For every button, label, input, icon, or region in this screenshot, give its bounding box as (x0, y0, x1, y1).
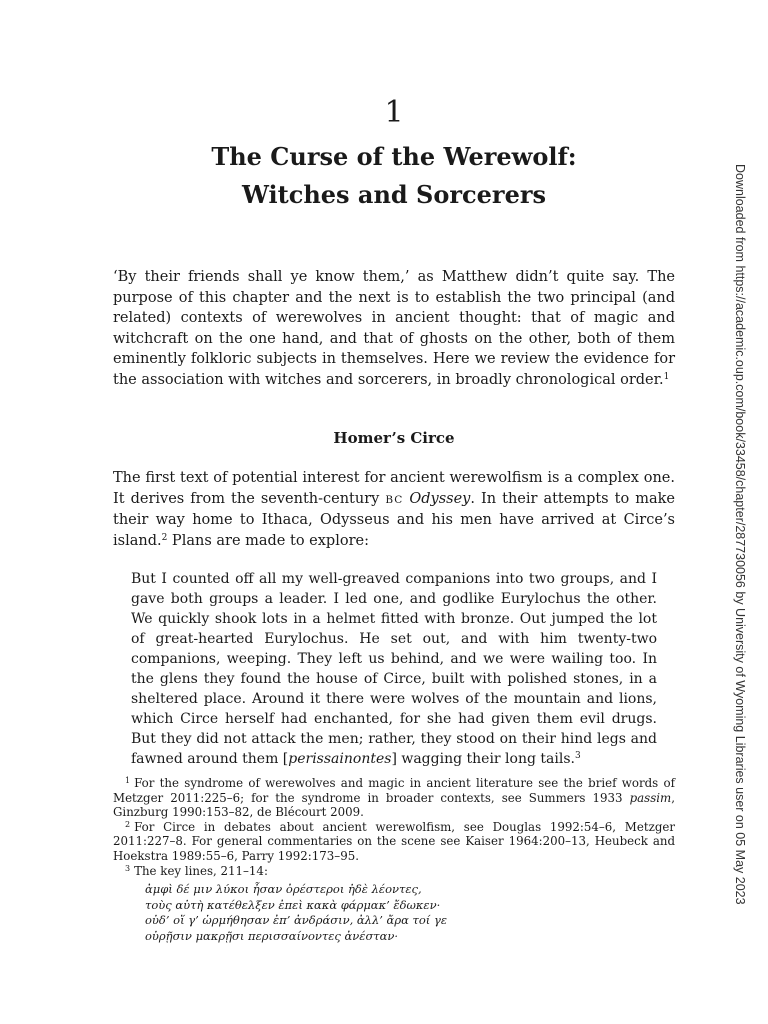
quote-text-b: ] wagging their long tails. (391, 751, 575, 767)
footnote-1 (113, 776, 675, 820)
para-text-c: Plans are made to explore: (167, 532, 369, 549)
odyssey-quotation (131, 569, 657, 769)
chapter-title (113, 138, 675, 214)
footnote-1-text-b: , Ginzburg 1990:153–82, de Blécourt 2009. (113, 790, 675, 820)
footnote-3 (113, 864, 675, 879)
greek-verse (145, 882, 675, 944)
footnote-2-text: For Circe in debates about ancient werewolfism, see Douglas 1992:54–6, Metzger 2011:227–8. For general commentaries on the scene see Kaiser 1964:200–13, Heubeck and Hoekstra 1989:55–6, Parry 1992:173–95. (113, 819, 675, 863)
chapter-number: 1 (384, 95, 404, 130)
chapter-title-line-1: The Curse of the Werewolf: (211, 142, 577, 171)
circe-paragraph (113, 468, 675, 551)
footnote-ref-3[interactable]: 3 (574, 751, 581, 761)
footnote-mark-3: 3 (125, 863, 131, 873)
greek-line: οὐρῇσιν μακρῇσι περισσαίνοντες ἀνέσταν· (145, 928, 399, 943)
work-title: Odyssey (409, 490, 471, 507)
para-text-a: The first text of potential interest for ancient werewolfism is a complex one. It derives from the seventh-century (113, 470, 675, 507)
footnote-1-italic: passim (629, 790, 672, 805)
greek-line: ἀμφὶ δέ μιν λύκοι ἦσαν ὀρέστεροι ἠδὲ λέοντες, (145, 882, 422, 897)
footnotes (113, 776, 675, 944)
footnote-3-text: The key lines, 211–14: (134, 863, 268, 878)
footnote-2 (113, 820, 675, 864)
para-text-b: . In their attempts to make their way home to Ithaca, Odysseus and his men have arrived at Circe’s island. (113, 490, 675, 549)
greek-line: τοὺς αὐτὴ κατέθελξεν ἐπεὶ κακὰ φάρμακ’ ἔδωκεν· (145, 897, 441, 912)
footnote-mark-1: 1 (125, 776, 131, 785)
footnote-mark-2: 2 (125, 819, 131, 829)
footnote-ref-1[interactable]: 1 (663, 371, 670, 382)
footnote-1-text-a: For the syndrome of werewolves and magic in ancient literature see the brief words of Metzger 2011:225–6; for the syndrome in broader contexts, see Summers 1933 (113, 776, 675, 805)
footnote-ref-2[interactable]: 2 (161, 532, 168, 543)
download-watermark: Downloaded from https://academic.oup.com/book/33458/chapter/287730056 by University of Wyoming Libraries user on 05 May 2023 (733, 164, 747, 905)
intro-text: ‘By their friends shall ye know them,’ as Matthew didn’t quite say. The purpose of this chapter and the next is to establish the two principal (and related) contexts of werewolves in ancient thought: that of magic and witchcraft on the one hand, and that of ghosts on the other, both of them eminently folkloric subjects in themselves. Here we review the evidence for the association with witches and sorcerers, in broadly chronological order. (113, 269, 675, 388)
chapter-title-line-2: Witches and Sorcerers (241, 180, 546, 209)
era-label: BC (385, 493, 404, 506)
section-heading: Homer’s Circe (333, 429, 455, 447)
intro-paragraph (113, 267, 675, 390)
greek-line: οὐδ’ οἵ γ’ ὡρμήθησαν ἐπ’ ἀνδράσιν, ἀλλ’ ἄρα τοί γε (145, 913, 448, 928)
quote-greek-term: perissainontes (288, 751, 392, 767)
quote-text-a: But I counted off all my well-greaved companions into two groups, and I gave both groups a leader. I led one, and godlike Eurylochus the other. We quickly shook lots in a helmet fitted with bronze. Out jumped the lot of great-hearted Eurylochus. He set out, and with him twenty-two companions, weeping. They left us behind, and we were wailing too. In the glens they found the house of Circe, built with polished stones, in a sheltered place. Around it there were wolves of the mountain and lions, which Circe herself had enchanted, for she had given them evil drugs. But they did not attack the men; rather, they stood on their hind legs and fawned around them [ (131, 571, 657, 767)
